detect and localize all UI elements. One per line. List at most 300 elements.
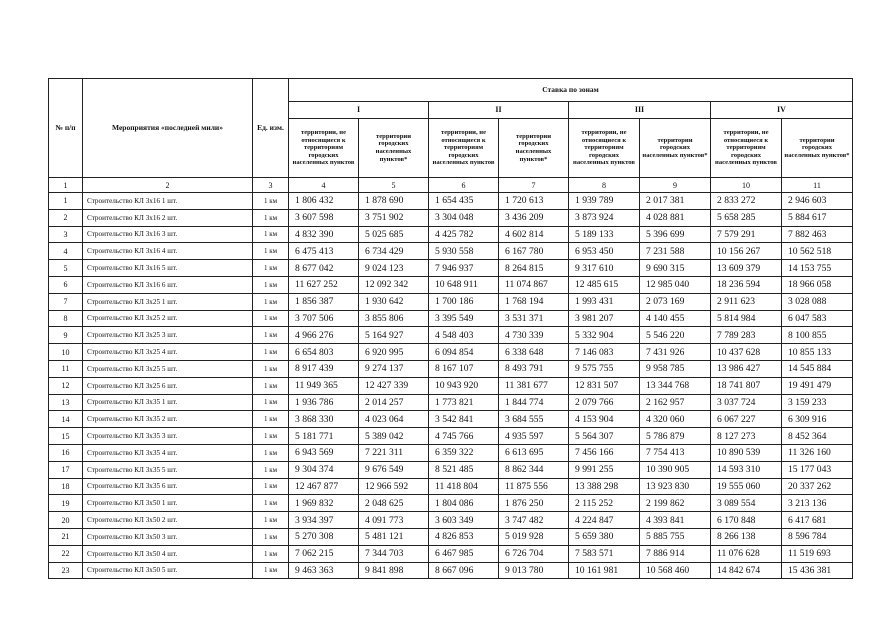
rate-value: 3 751 902 (359, 209, 429, 226)
rate-value: 4 832 390 (289, 226, 359, 243)
tariff-table (48, 78, 853, 579)
rate-value: 7 431 926 (640, 344, 711, 361)
rate-value: 12 092 342 (359, 276, 429, 293)
row-number: 8 (49, 310, 83, 327)
activity-name: Строительство КЛ 3x25 1 шт. (83, 293, 253, 310)
rate-value: 3 089 554 (711, 495, 782, 512)
rate-value: 4 393 841 (640, 512, 711, 529)
rate-value: 5 396 699 (640, 226, 711, 243)
unit-cell: 1 км (253, 344, 289, 361)
rate-value: 5 546 220 (640, 327, 711, 344)
rate-value: 9 024 123 (359, 260, 429, 277)
rate-value: 9 690 315 (640, 260, 711, 277)
table-row (49, 562, 853, 579)
rate-value: 4 602 814 (499, 226, 569, 243)
zone-header: IV (711, 102, 853, 119)
rate-value: 5 189 133 (569, 226, 640, 243)
rate-value: 9 013 780 (499, 562, 569, 579)
rate-value: 10 390 905 (640, 461, 711, 478)
row-number: 4 (49, 243, 83, 260)
rate-value: 3 855 806 (359, 310, 429, 327)
rate-value: 3 707 506 (289, 310, 359, 327)
table-row (49, 344, 853, 361)
rate-value: 8 266 138 (711, 528, 782, 545)
rate-value: 3 436 209 (499, 209, 569, 226)
subheader-urban: территории городских населенных пунктов* (640, 119, 711, 178)
rate-value: 13 388 298 (569, 478, 640, 495)
column-number: 2 (83, 178, 253, 193)
table-row (49, 394, 853, 411)
rate-value: 3 159 233 (782, 394, 853, 411)
rate-value: 4 548 403 (429, 327, 499, 344)
rate-value: 14 545 884 (782, 360, 853, 377)
rate-value: 1 878 690 (359, 193, 429, 210)
activity-name: Строительство КЛ 3x50 4 шт. (83, 545, 253, 562)
row-number: 10 (49, 344, 83, 361)
unit-cell: 1 км (253, 293, 289, 310)
table-row (49, 461, 853, 478)
rate-value: 4 028 881 (640, 209, 711, 226)
rate-value: 10 568 460 (640, 562, 711, 579)
rate-value: 10 890 539 (711, 444, 782, 461)
rate-value: 9 575 755 (569, 360, 640, 377)
rate-value: 8 677 042 (289, 260, 359, 277)
rate-value: 10 156 267 (711, 243, 782, 260)
rate-value: 7 221 311 (359, 444, 429, 461)
rate-value: 6 943 569 (289, 444, 359, 461)
rate-value: 1 806 432 (289, 193, 359, 210)
subheader-urban: территории городских населенных пунктов* (359, 119, 429, 178)
rate-value: 6 726 704 (499, 545, 569, 562)
activity-name: Строительство КЛ 3x35 4 шт. (83, 444, 253, 461)
rate-value: 5 181 771 (289, 428, 359, 445)
rate-value: 5 025 685 (359, 226, 429, 243)
unit-cell: 1 км (253, 226, 289, 243)
rate-value: 4 320 060 (640, 411, 711, 428)
column-number-row (49, 178, 853, 193)
rate-value: 1 804 086 (429, 495, 499, 512)
rate-value: 3 531 371 (499, 310, 569, 327)
rate-value: 7 946 937 (429, 260, 499, 277)
rate-value: 15 177 043 (782, 461, 853, 478)
unit-cell: 1 км (253, 377, 289, 394)
rate-value: 3 304 048 (429, 209, 499, 226)
unit-cell: 1 км (253, 444, 289, 461)
rate-value: 14 593 310 (711, 461, 782, 478)
rate-value: 13 609 379 (711, 260, 782, 277)
rate-value: 6 338 648 (499, 344, 569, 361)
rate-value: 5 885 755 (640, 528, 711, 545)
rate-value: 9 958 785 (640, 360, 711, 377)
subheader-urban: территории городских населенных пунктов* (782, 119, 853, 178)
row-number: 18 (49, 478, 83, 495)
rate-value: 9 991 255 (569, 461, 640, 478)
subheader-urban: территории городских населенных пунктов* (499, 119, 569, 178)
table-row (49, 276, 853, 293)
table-row (49, 293, 853, 310)
rate-value: 1 939 789 (569, 193, 640, 210)
rate-value: 1 936 786 (289, 394, 359, 411)
zone-header: III (569, 102, 711, 119)
rate-value: 9 676 549 (359, 461, 429, 478)
unit-cell: 1 км (253, 243, 289, 260)
row-number: 9 (49, 327, 83, 344)
subheader-non-urban: территории, не относящиеся к территориям городских населенных пунктов (569, 119, 640, 178)
table-row (49, 411, 853, 428)
activity-name: Строительство КЛ 3x35 1 шт. (83, 394, 253, 411)
rate-value: 2 017 381 (640, 193, 711, 210)
zone-header: II (429, 102, 569, 119)
rate-value: 8 452 364 (782, 428, 853, 445)
table-row (49, 545, 853, 562)
activity-name: Строительство КЛ 3x25 3 шт. (83, 327, 253, 344)
rate-value: 13 923 830 (640, 478, 711, 495)
rate-value: 10 562 518 (782, 243, 853, 260)
rate-value: 6 613 695 (499, 444, 569, 461)
activity-name: Строительство КЛ 3x50 1 шт. (83, 495, 253, 512)
rate-value: 8 100 855 (782, 327, 853, 344)
rate-value: 2 079 766 (569, 394, 640, 411)
rate-value: 10 437 628 (711, 344, 782, 361)
rate-value: 9 317 610 (569, 260, 640, 277)
table-row (49, 444, 853, 461)
zone-header: I (289, 102, 429, 119)
rate-value: 8 862 344 (499, 461, 569, 478)
rate-value: 5 786 879 (640, 428, 711, 445)
rate-value: 3 037 724 (711, 394, 782, 411)
activity-name: Строительство КЛ 3x16 6 шт. (83, 276, 253, 293)
rate-value: 7 583 571 (569, 545, 640, 562)
activity-name: Строительство КЛ 3x35 2 шт. (83, 411, 253, 428)
rate-value: 1 768 194 (499, 293, 569, 310)
activity-name: Строительство КЛ 3x50 3 шт. (83, 528, 253, 545)
rate-value: 7 231 588 (640, 243, 711, 260)
rate-value: 5 658 285 (711, 209, 782, 226)
rate-value: 10 161 981 (569, 562, 640, 579)
rate-value: 7 146 083 (569, 344, 640, 361)
rate-value: 11 519 693 (782, 545, 853, 562)
rate-value: 5 164 927 (359, 327, 429, 344)
rate-value: 7 579 291 (711, 226, 782, 243)
row-number: 14 (49, 411, 83, 428)
rate-value: 8 667 096 (429, 562, 499, 579)
activity-name: Строительство КЛ 3x25 6 шт. (83, 377, 253, 394)
unit-cell: 1 км (253, 478, 289, 495)
rate-value: 18 741 807 (711, 377, 782, 394)
subheader-non-urban: территории, не относящиеся к территориям городских населенных пунктов (429, 119, 499, 178)
column-number: 9 (640, 178, 711, 193)
row-number: 2 (49, 209, 83, 226)
rate-value: 15 436 381 (782, 562, 853, 579)
rate-value: 6 167 780 (499, 243, 569, 260)
header-rates-title: Ставка по зонам (289, 79, 853, 102)
rate-value: 6 467 985 (429, 545, 499, 562)
rate-value: 11 418 804 (429, 478, 499, 495)
rate-value: 13 344 768 (640, 377, 711, 394)
rate-value: 8 917 439 (289, 360, 359, 377)
rate-value: 8 167 107 (429, 360, 499, 377)
rate-value: 9 304 374 (289, 461, 359, 478)
rate-value: 7 886 914 (640, 545, 711, 562)
rate-value: 2 162 957 (640, 394, 711, 411)
activity-name: Строительство КЛ 3x16 4 шт. (83, 243, 253, 260)
rate-value: 11 381 677 (499, 377, 569, 394)
rate-value: 2 833 272 (711, 193, 782, 210)
row-number: 20 (49, 512, 83, 529)
activity-name: Строительство КЛ 3x16 5 шт. (83, 260, 253, 277)
activity-name: Строительство КЛ 3x16 1 шт. (83, 193, 253, 210)
rate-value: 1 844 774 (499, 394, 569, 411)
row-number: 19 (49, 495, 83, 512)
rate-value: 4 224 847 (569, 512, 640, 529)
column-number: 1 (49, 178, 83, 193)
rate-value: 3 213 136 (782, 495, 853, 512)
rate-value: 2 115 252 (569, 495, 640, 512)
activity-name: Строительство КЛ 3x50 5 шт. (83, 562, 253, 579)
unit-cell: 1 км (253, 276, 289, 293)
rate-value: 1 654 435 (429, 193, 499, 210)
rate-value: 1 720 613 (499, 193, 569, 210)
rate-value: 2 946 603 (782, 193, 853, 210)
table-row (49, 209, 853, 226)
rate-value: 2 199 862 (640, 495, 711, 512)
row-number: 3 (49, 226, 83, 243)
activity-name: Строительство КЛ 3x16 3 шт. (83, 226, 253, 243)
column-number: 6 (429, 178, 499, 193)
rate-value: 3 873 924 (569, 209, 640, 226)
column-number: 11 (782, 178, 853, 193)
rate-value: 4 140 455 (640, 310, 711, 327)
rate-value: 4 826 853 (429, 528, 499, 545)
rate-value: 5 814 984 (711, 310, 782, 327)
header-number: № п/п (49, 79, 83, 178)
rate-value: 6 067 227 (711, 411, 782, 428)
rate-value: 1 930 642 (359, 293, 429, 310)
row-number: 17 (49, 461, 83, 478)
rate-value: 5 019 928 (499, 528, 569, 545)
rate-value: 5 884 617 (782, 209, 853, 226)
table-row (49, 327, 853, 344)
column-number: 4 (289, 178, 359, 193)
rate-value: 7 882 463 (782, 226, 853, 243)
rate-value: 11 949 365 (289, 377, 359, 394)
rate-value: 8 264 815 (499, 260, 569, 277)
table-row (49, 310, 853, 327)
rate-value: 18 966 058 (782, 276, 853, 293)
rate-value: 5 332 904 (569, 327, 640, 344)
row-number: 15 (49, 428, 83, 445)
rate-value: 3 981 207 (569, 310, 640, 327)
rate-value: 14 842 674 (711, 562, 782, 579)
row-number: 13 (49, 394, 83, 411)
rate-value: 2 014 257 (359, 394, 429, 411)
rate-value: 11 326 160 (782, 444, 853, 461)
activity-name: Строительство КЛ 3x50 2 шт. (83, 512, 253, 529)
rate-value: 10 943 920 (429, 377, 499, 394)
row-number: 22 (49, 545, 83, 562)
table-body (49, 193, 853, 579)
activity-name: Строительство КЛ 3x35 3 шт. (83, 428, 253, 445)
rate-value: 4 091 773 (359, 512, 429, 529)
unit-cell: 1 км (253, 310, 289, 327)
row-number: 12 (49, 377, 83, 394)
row-number: 11 (49, 360, 83, 377)
rate-value: 3 747 482 (499, 512, 569, 529)
rate-value: 3 028 088 (782, 293, 853, 310)
rate-value: 20 337 262 (782, 478, 853, 495)
rate-value: 5 481 121 (359, 528, 429, 545)
rate-value: 5 270 308 (289, 528, 359, 545)
rate-value: 3 603 349 (429, 512, 499, 529)
rate-value: 6 047 583 (782, 310, 853, 327)
rate-value: 11 627 252 (289, 276, 359, 293)
rate-value: 11 875 556 (499, 478, 569, 495)
rate-value: 6 309 916 (782, 411, 853, 428)
rate-value: 7 754 413 (640, 444, 711, 461)
row-number: 21 (49, 528, 83, 545)
rate-value: 3 868 330 (289, 411, 359, 428)
unit-cell: 1 км (253, 209, 289, 226)
rate-value: 19 555 060 (711, 478, 782, 495)
rate-value: 6 417 681 (782, 512, 853, 529)
rate-value: 1 969 832 (289, 495, 359, 512)
row-number: 6 (49, 276, 83, 293)
table-row (49, 495, 853, 512)
rate-value: 3 395 549 (429, 310, 499, 327)
table-row (49, 260, 853, 277)
unit-cell: 1 км (253, 512, 289, 529)
rate-value: 1 773 821 (429, 394, 499, 411)
rate-value: 12 831 507 (569, 377, 640, 394)
rate-value: 4 425 782 (429, 226, 499, 243)
rate-value: 10 855 133 (782, 344, 853, 361)
rate-value: 11 074 867 (499, 276, 569, 293)
rate-value: 6 170 848 (711, 512, 782, 529)
row-number: 23 (49, 562, 83, 579)
rate-value: 1 876 250 (499, 495, 569, 512)
activity-name: Строительство КЛ 3x25 5 шт. (83, 360, 253, 377)
unit-cell: 1 км (253, 545, 289, 562)
rate-value: 1 856 387 (289, 293, 359, 310)
rate-value: 9 274 137 (359, 360, 429, 377)
rate-value: 6 953 450 (569, 243, 640, 260)
rate-value: 12 485 615 (569, 276, 640, 293)
table-row (49, 360, 853, 377)
rate-value: 12 985 040 (640, 276, 711, 293)
rate-value: 4 745 766 (429, 428, 499, 445)
rate-value: 5 564 307 (569, 428, 640, 445)
rate-value: 6 475 413 (289, 243, 359, 260)
rate-value: 12 966 592 (359, 478, 429, 495)
row-number: 1 (49, 193, 83, 210)
unit-cell: 1 км (253, 411, 289, 428)
rate-value: 6 734 429 (359, 243, 429, 260)
rate-value: 8 493 791 (499, 360, 569, 377)
rate-value: 3 934 397 (289, 512, 359, 529)
rate-value: 6 359 322 (429, 444, 499, 461)
rate-value: 2 073 169 (640, 293, 711, 310)
table-row (49, 226, 853, 243)
column-number: 8 (569, 178, 640, 193)
activity-name: Строительство КЛ 3x25 4 шт. (83, 344, 253, 361)
rate-value: 5 930 558 (429, 243, 499, 260)
table-row (49, 243, 853, 260)
rate-value: 9 841 898 (359, 562, 429, 579)
unit-cell: 1 км (253, 428, 289, 445)
rate-value: 8 596 784 (782, 528, 853, 545)
rate-value: 3 542 841 (429, 411, 499, 428)
rate-value: 14 153 755 (782, 260, 853, 277)
rate-value: 8 521 485 (429, 461, 499, 478)
column-number: 7 (499, 178, 569, 193)
column-number: 5 (359, 178, 429, 193)
rate-value: 6 654 803 (289, 344, 359, 361)
table-row (49, 512, 853, 529)
header-row-top (49, 79, 853, 102)
rate-value: 7 456 166 (569, 444, 640, 461)
unit-cell: 1 км (253, 394, 289, 411)
rate-value: 1 993 431 (569, 293, 640, 310)
rate-value: 6 094 854 (429, 344, 499, 361)
unit-cell: 1 км (253, 260, 289, 277)
rate-value: 13 986 427 (711, 360, 782, 377)
unit-cell: 1 км (253, 461, 289, 478)
rate-value: 4 023 064 (359, 411, 429, 428)
header-unit: Ед. изм. (253, 79, 289, 178)
activity-name: Строительство КЛ 3x25 2 шт. (83, 310, 253, 327)
subheader-non-urban: территории, не относящиеся к территориям городских населенных пунктов (711, 119, 782, 178)
rate-value: 12 427 339 (359, 377, 429, 394)
activity-name: Строительство КЛ 3x35 6 шт. (83, 478, 253, 495)
rate-value: 3 684 555 (499, 411, 569, 428)
unit-cell: 1 км (253, 360, 289, 377)
table-row (49, 478, 853, 495)
rate-value: 10 648 911 (429, 276, 499, 293)
activity-name: Строительство КЛ 3x35 5 шт. (83, 461, 253, 478)
row-number: 16 (49, 444, 83, 461)
rate-value: 4 153 904 (569, 411, 640, 428)
rate-value: 6 920 995 (359, 344, 429, 361)
table-row (49, 377, 853, 394)
row-number: 7 (49, 293, 83, 310)
rate-value: 4 935 597 (499, 428, 569, 445)
rate-value: 3 607 598 (289, 209, 359, 226)
rate-value: 7 789 283 (711, 327, 782, 344)
table-row (49, 428, 853, 445)
rate-value: 1 700 186 (429, 293, 499, 310)
rate-value: 4 730 339 (499, 327, 569, 344)
rate-value: 11 076 628 (711, 545, 782, 562)
column-number: 10 (711, 178, 782, 193)
header-activity: Мероприятия «последней мили» (83, 79, 253, 178)
table-row (49, 528, 853, 545)
rate-value: 2 048 625 (359, 495, 429, 512)
rate-value: 7 062 215 (289, 545, 359, 562)
rate-value: 5 659 380 (569, 528, 640, 545)
rate-value: 19 491 479 (782, 377, 853, 394)
unit-cell: 1 км (253, 327, 289, 344)
rate-value: 7 344 703 (359, 545, 429, 562)
row-number: 5 (49, 260, 83, 277)
subheader-non-urban: территории, не относящиеся к территориям городских населенных пунктов (289, 119, 359, 178)
rate-value: 4 966 276 (289, 327, 359, 344)
unit-cell: 1 км (253, 528, 289, 545)
unit-cell: 1 км (253, 495, 289, 512)
table-row (49, 193, 853, 210)
rate-value: 8 127 273 (711, 428, 782, 445)
unit-cell: 1 км (253, 562, 289, 579)
rate-value: 18 236 594 (711, 276, 782, 293)
